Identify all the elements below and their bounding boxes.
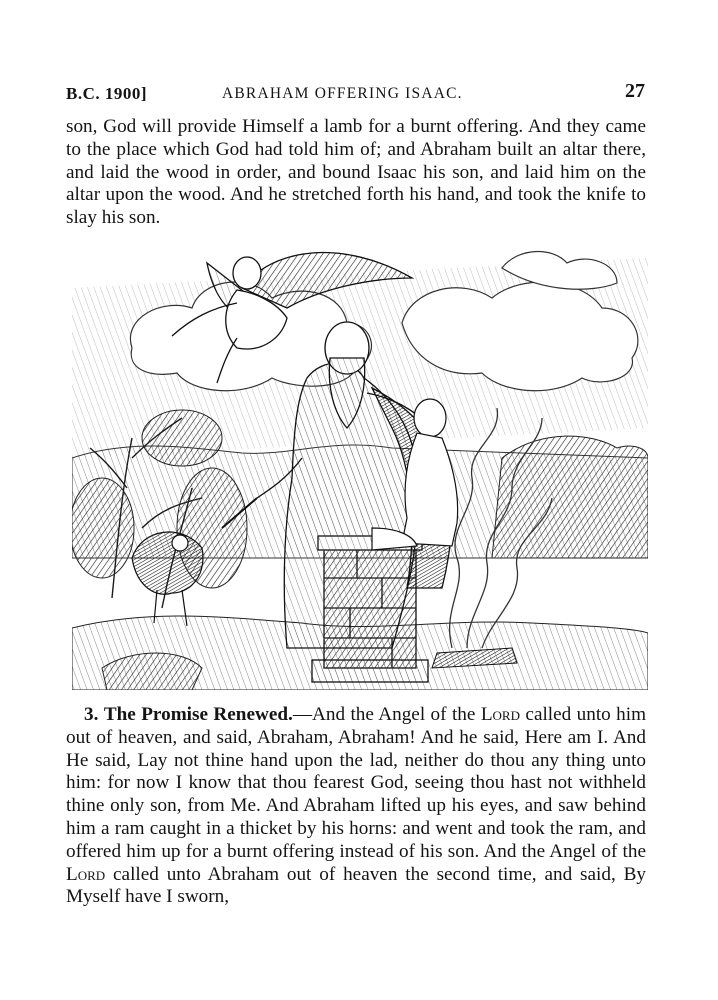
section-text-2: called unto him out of heaven, and said, Abraham, Abraham! And he said, Here am I. And He said, Lay not thine hand upon the lad, neither do thou any thing unto him: for now I know that thou fearest God, seeing thou hast not withheld thine only son, from Me. And Abraham lifted up his eyes, and saw behind him a ram caught in a thicket by his horns: and went and took the ram, and offered him up for a burnt offering instead of his son. And the Angel of the: [66, 704, 647, 862]
lord-smallcaps-1: Lord: [480, 704, 520, 725]
engraving-abraham-offering-isaac: [72, 228, 648, 690]
section-number: 3.: [84, 704, 99, 725]
section-title: The Promise Renewed.: [103, 704, 293, 725]
header-title: ABRAHAM OFFERING ISAAC.: [222, 85, 463, 102]
section-text-1: —And the Angel of the: [292, 704, 476, 725]
lord-smallcaps-2: Lord: [66, 863, 106, 885]
header-date: B.C. 1900]: [66, 84, 148, 103]
section-promise-renewed: [66, 704, 646, 909]
page-number: 27: [625, 80, 645, 102]
paragraph-top: son, God will provide Himself a lamb for a burnt offering. And they came to the place which God had told him of; and Abraham built an altar there, and laid the wood in order, and bound Isaac his son, and laid him on the altar upon the wood. And he stretched forth his hand, and took the knife to slay his son.: [66, 116, 646, 229]
section-text-3: called unto Abraham out of heaven the second time, and said, By Myself have I sworn,: [66, 863, 646, 908]
running-head: [62, 80, 647, 106]
